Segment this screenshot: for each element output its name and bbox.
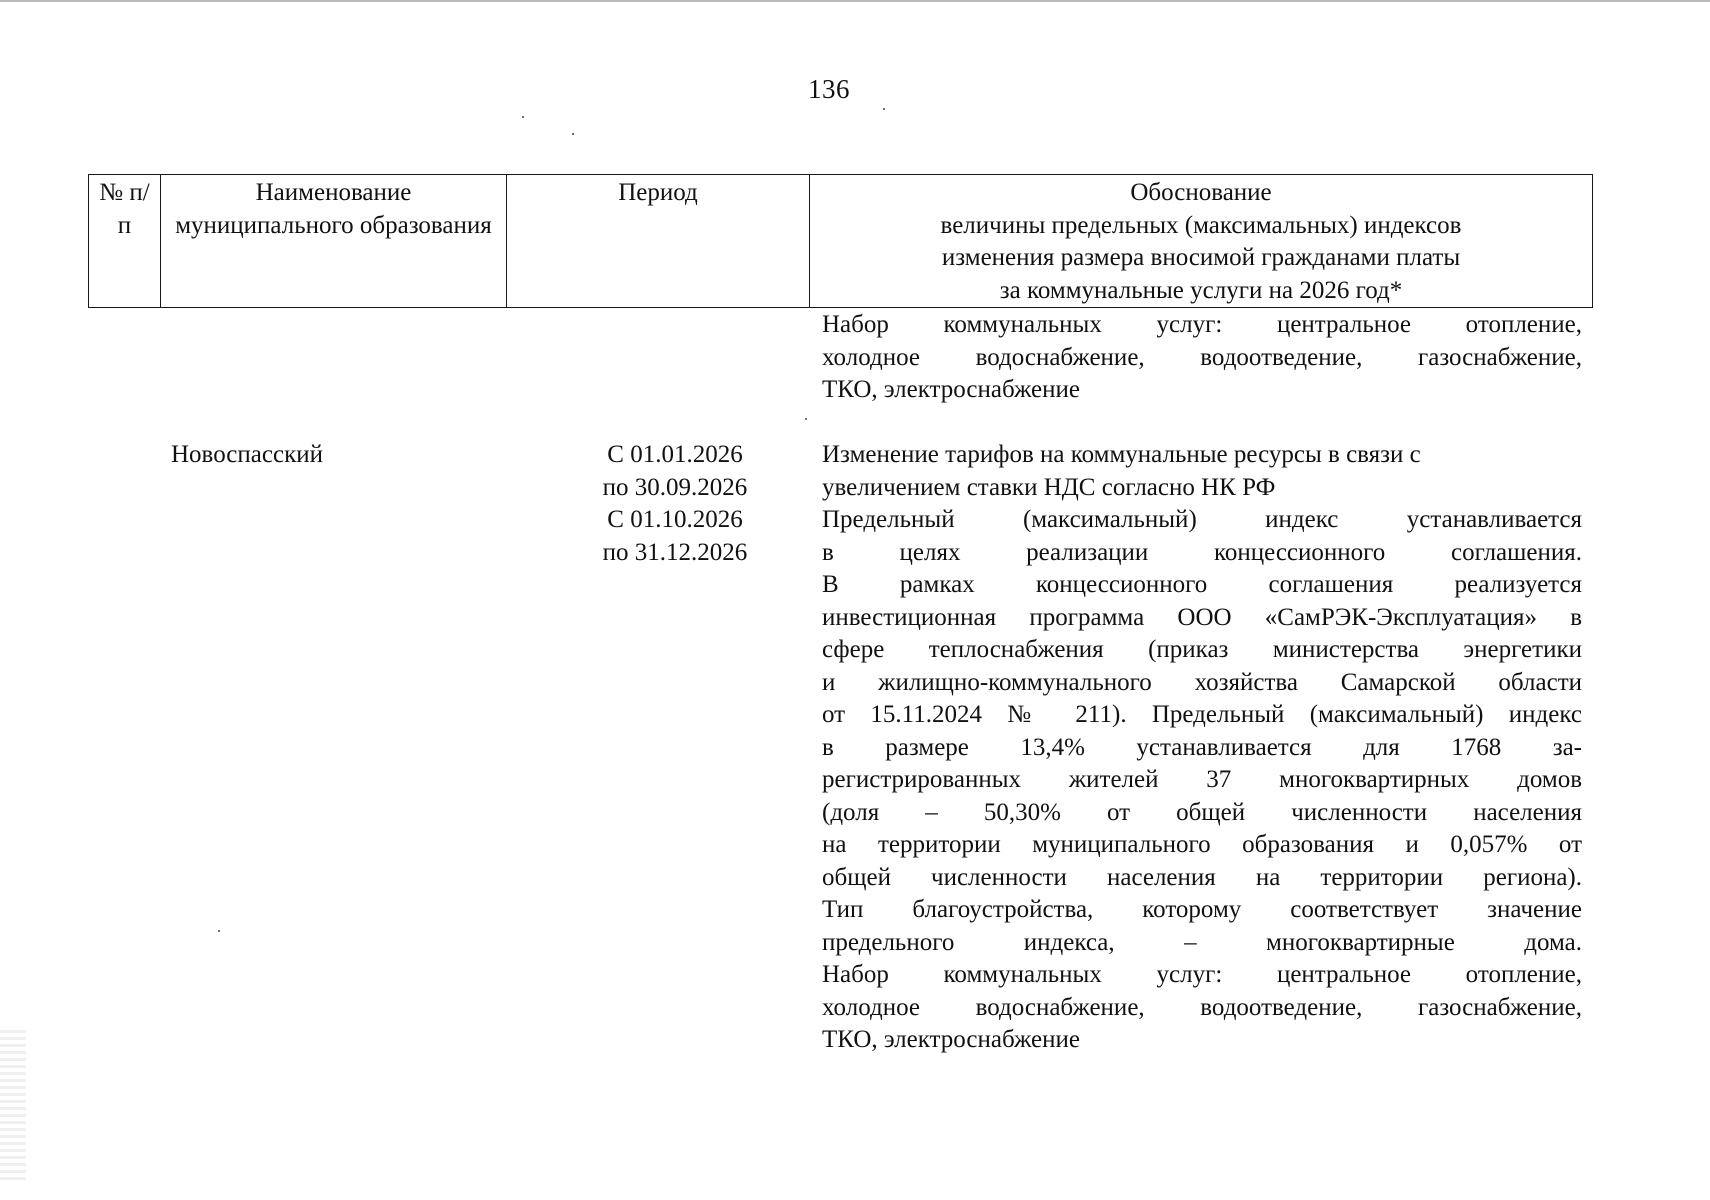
header-cell-number [89,175,161,308]
header-municipality-label: Наименование муниципального образования [175,179,492,239]
municipality-name: Новоспасский [171,441,323,468]
header-cell-period [507,175,810,308]
text-line: ТКО, электроснабжение [822,1026,1080,1053]
text-line: В рамках концессионного соглашения реализуется [822,571,1582,598]
table-header [88,174,1593,308]
justification-text [822,439,1582,1057]
scan-speck [218,930,220,932]
scan-top-edge [0,0,1710,2]
text-line: предельного индекса, – многоквартирные дома. [822,928,1582,956]
text-line: (доля – 50,30% от общей численности населения [822,798,1582,826]
header-cell-municipality [161,175,507,308]
scan-speck [805,418,807,420]
header-number-label: № п/п [99,179,150,239]
text-line: холодное водоснабжение, водоотведение, газоснабжение, [822,993,1582,1021]
text-line: увеличением ставки НДС согласно НК РФ [822,473,1276,501]
period-line: С 01.10.2026 [607,506,743,533]
period-cell [560,439,790,569]
period-line: С 01.01.2026 [607,441,743,468]
text-line: в целях реализации концессионного соглашения. [822,538,1582,566]
header-justification-line: изменения размера вносимой гражданами платы [941,244,1461,271]
text-line: Набор коммунальных услуг: центральное отопление, [822,311,1582,338]
text-line: Тип благоустройства, которому соответствует значение [822,896,1582,923]
page-number: 136 [808,74,850,104]
period-line: по 31.12.2026 [602,538,748,566]
text-line: и жилищно-коммунального хозяйства Самарской области [822,668,1582,696]
table-header-row [89,175,1593,308]
text-line: в размере 13,4% устанавливается для 1768 за- [822,733,1582,761]
text-line: Набор коммунальных услуг: центральное отопление, [822,961,1582,988]
header-period-label: Период [618,179,698,206]
text-line: на территории муниципального образования и 0,057% от [822,831,1582,858]
scan-speck [572,133,574,135]
scan-speck [883,108,885,110]
text-line: инвестиционная программа ООО «СамРЭК-Эксплуатация» в [822,603,1582,631]
carryover-justification [822,309,1582,407]
scan-speck [522,116,524,118]
text-line: общей численности населения на территории региона). [822,863,1582,891]
text-line: Предельный (максимальный) индекс устанавливается [822,506,1582,533]
text-line: холодное водоснабжение, водоотведение, газоснабжение, [822,343,1582,371]
text-line: ТКО, электроснабжение [822,376,1080,403]
period-line: по 30.09.2026 [602,473,748,501]
text-line: регистрированных жителей 37 многоквартирных домов [822,766,1582,793]
text-line: Изменение тарифов на коммунальные ресурсы в связи с [822,441,1421,468]
header-justification-line: Обоснование [1130,179,1272,206]
text-line: от 15.11.2024 № 211). Предельный (максимальный) индекс [822,701,1582,728]
text-line: сфере теплоснабжения (приказ министерства энергетики [822,636,1582,663]
scan-left-edge [0,1030,26,1180]
header-justification-line: величины предельных (максимальных) индексов [940,211,1462,239]
header-justification-line: за коммунальные услуги на 2026 год* [999,276,1403,304]
header-cell-justification [810,175,1593,308]
